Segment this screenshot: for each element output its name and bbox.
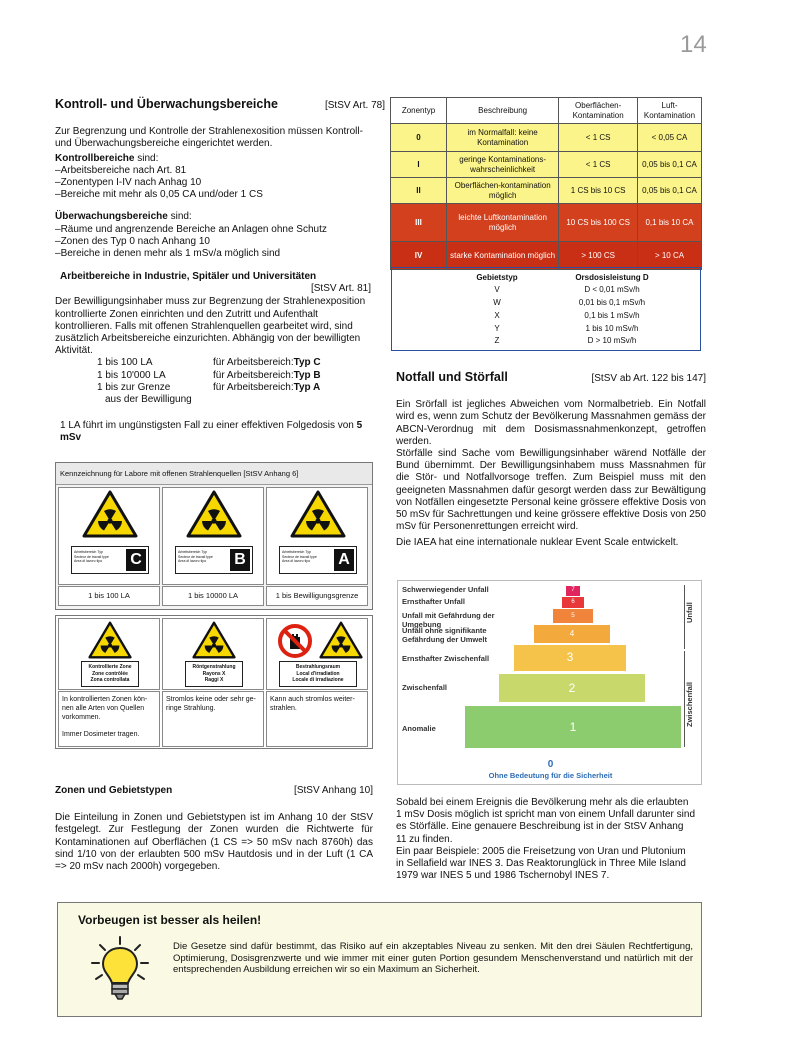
area-type-table	[452, 271, 682, 348]
ines-bar-level-1: 1	[465, 706, 681, 748]
lightbulb-icon	[88, 935, 152, 1003]
arbeit-row-extra: aus der Bewilligung	[105, 393, 192, 405]
kb-term: Kontrollbereiche	[55, 152, 135, 164]
lab-label-caption: 1 bis 100 LA	[58, 586, 160, 606]
type-letter: C	[126, 549, 146, 571]
zone-sign-cell	[162, 618, 264, 690]
ines-scale	[397, 580, 702, 785]
zone-table-header: Beschreibung	[447, 98, 559, 124]
zone-sign-label: Bestrahlungsraum Local d'irradiation Locale di irradiazione	[279, 661, 357, 687]
arbeit-row: 1 bis zur Grenze für Arbeitsbereich: Typ A	[97, 381, 321, 393]
tip-text: Die Gesetze sind dafür bestimmt, das Risiko auf ein akzeptables Niveau zu senken. Mit den drei Säulen Rechtfertigung, Optimierung, Dosisgrenzwerte und wie immer mit einer guten Portion gesundem Menschenverstand und natürlich mit der entsprechenden Ausbildung erreichen wir so ein Maximum an Sicherheit.	[173, 941, 693, 976]
ines-bar-level-6: 6	[562, 597, 584, 608]
sign-small-text: Secteur de travail type	[282, 554, 317, 559]
zonen-text: Die Einteilung in Zonen und Gebietstypen ist im Anhang 10 der StSV festgelegt. Zur Festlegung der Zonen wurden die Richtwerte für Kontaminationen auf Oberflächen (1 CS => 50 mSv nach 8760h) das sind 1/10 von der erlaubten 500 mSv Hautdosis und in der Luft (1 CA => 20 mSv nach 2000h) vorgegeben.	[55, 812, 373, 872]
sign-small-text: Secteur de travail type	[178, 554, 213, 559]
lab-labels-header: Kennzeichnung für Labore mit offenen Strahlenquellen [StSV Anhang 6]	[56, 463, 372, 485]
list-item: –Bereiche in denen mehr als 1 mSv/a möglich sind	[55, 247, 281, 259]
lab-label-cell	[162, 487, 264, 585]
table-row: W 0,01 bis 0,1 mSv/h	[493, 298, 646, 307]
ines-level-0: 0	[547, 759, 554, 770]
zone-sign-label: Röntgenstrahlung Rayons X Raggi X	[185, 661, 243, 687]
list-item: –Arbeitsbereiche nach Art. 81	[55, 164, 187, 176]
lab-labels-panel	[55, 462, 373, 610]
zone-sign-label: Kontrollierte Zone Zone contrôlée Zona controllata	[81, 661, 139, 687]
kontroll-ref: [StSV Art. 78]	[324, 100, 385, 111]
area-type-box	[391, 267, 701, 351]
arbeit-row: 1 bis 10'000 LA für Arbeitsbereich: Typ B	[97, 369, 321, 381]
radiation-warning-icon	[88, 621, 132, 659]
list-item: –Bereiche mit mehr als 0,05 CA und/oder 1 CS	[55, 189, 263, 201]
ub-list	[55, 224, 385, 261]
ines-bar-level-2: 2	[499, 674, 645, 702]
ines-bar-level-3: 3	[514, 645, 626, 671]
table-row: Z D > 10 mSv/h	[494, 336, 637, 346]
radiation-warning-icon	[82, 490, 138, 538]
radiation-warning-icon	[186, 490, 242, 538]
zone-sign-caption: Stromlos keine oder sehr ge- ringe Strahlung.	[162, 691, 264, 747]
table-row: II Oberflächen-kontamination möglich 1 CS bis 10 CS 0,05 bis 0,1 CA	[391, 178, 702, 204]
sign-small-text: Arbeitsbereich Typ	[74, 550, 103, 554]
lab-label-caption: 1 bis Bewilligungsgrenze	[266, 586, 368, 606]
notfall-p3: Die IAEA hat eine internationale nuklear Event Scale entwickelt.	[396, 537, 679, 549]
kontroll-intro: Zur Begrenzung und Kontrolle der Strahlenexosition müssen Kontroll- und Überwachungsbereiche eingerichtet werden.	[55, 126, 363, 150]
ines-label: Schwerwiegender Unfall	[402, 585, 489, 594]
table-row: I geringe Kontaminations-wahrscheinlichkeit < 1 CS 0,05 bis 0,1 CA	[391, 152, 702, 178]
arbeit-rows	[97, 357, 371, 406]
ines-label: Anomalie	[402, 724, 436, 733]
ines-side-zwischenfall: Zwischenfall	[685, 681, 694, 727]
zonen-section	[55, 785, 373, 873]
lab-label-caption: 1 bis 10000 LA	[162, 586, 264, 606]
notfall-p1: Ein Srörfall ist jegliches Abweichen vom Normalbetrieb. Ein Notfall wird es, wenn zum Schutz der Bevölkerung Massnahmen gemäss der ABCN-Verordnug mit dem Dosismassnahmenkonzept, getroffen werden.	[396, 399, 706, 447]
notfall-title: Notfall und Störfall	[396, 370, 508, 384]
type-letter: B	[230, 549, 250, 571]
table-row: X 0,1 bis 1 mSv/h	[494, 310, 640, 320]
ines-label: Unfall mit Gefährdung der Umgebung	[402, 611, 495, 629]
type-letter: A	[334, 549, 354, 571]
table-row: V D < 0,01 mSv/h	[494, 285, 640, 295]
sign-small-text: Area di lavoro tipo	[74, 559, 103, 564]
radiation-warning-icon	[319, 621, 363, 659]
type-sign	[71, 546, 149, 574]
ines-label: Ernsthafter Zwischenfall	[402, 654, 490, 663]
ines-level-0-label: Ohne Bedeutung für die Sicherheit	[488, 771, 613, 780]
arbeit-section	[55, 271, 371, 444]
table-row: III leichte Luftkontamination möglich 10 CS bis 100 CS 0,1 bis 10 CA	[391, 204, 702, 242]
type-sign	[175, 546, 253, 574]
kontroll-section	[55, 97, 385, 260]
tip-title: Vorbeugen ist besser als heilen!	[78, 913, 262, 927]
ines-label: Zwischenfall	[402, 683, 448, 692]
radiation-warning-icon	[290, 490, 346, 538]
no-entry-hand-icon	[277, 623, 313, 659]
sign-small-text: Area di lavoro tipo	[282, 559, 311, 564]
lab-label-cell	[266, 487, 368, 585]
la-note: 1 LA führt im ungünstigsten Fall zu einer effektiven Folgedosis von 5 mSv	[60, 420, 363, 444]
ines-label: Unfall ohne signifikante Gefährdung der Umwelt	[402, 626, 488, 644]
zone-signs-panel	[55, 615, 373, 749]
area-table-header: Gebietstyp	[476, 272, 518, 282]
ines-bar-level-4: 4	[534, 625, 610, 643]
notfall-p2: Störfälle sind Sache vom Bewilligungsinhaber wärend Notfälle der Bund übernimmt. Der Bewilligungsinhabem muss Massnahmen für die Stör- und Notfallvorsoge treffen. Zum Beispiel muss mit den geeigneten Massnahmen dafür gesorgt werden dass zur Bewältigung von Notfällen eingesetzte Personal keine grössere effektive Dosis von 50 mSv für Sachrettungen und keine grössere effektive Dosis von 250 mSv für Personenrettungen erreicht wird.	[396, 448, 706, 533]
ines-bar-level-7: 7	[566, 586, 580, 596]
zone-table-wrap	[390, 97, 702, 270]
after-ines-section	[396, 797, 696, 882]
zone-sign-cell	[266, 618, 368, 690]
ines-side-unfall: Unfall	[685, 602, 694, 623]
kb-list	[55, 165, 385, 202]
page-number: 14	[680, 31, 707, 58]
list-item: –Räume und angrenzende Bereiche an Anlagen ohne Schutz	[55, 223, 327, 235]
arbeit-title: Arbeitbereiche in Industrie, Spitäler und Universitäten	[60, 271, 317, 282]
radiation-warning-icon	[192, 621, 236, 659]
sign-small-text: Arbeitsbereich Typ	[282, 550, 311, 554]
after-ines-p1: Sobald bei einem Ereignis die Bevölkerung mehr als die erlaubten 1 mSv Dosis möglich ist spricht man von einem Unfall darunter sind es Störfälle. Eine genauere Beschreibung ist in der StSV Anhang 11 zu finden.	[396, 797, 696, 845]
zonen-title: Zonen und Gebietstypen	[55, 785, 173, 796]
after-ines-p2: Ein paar Beispiele: 2005 die Freisetzung von Uran und Plutonium in Sellafield war INES 3. Das Reaktorunglück in Three Mile Island 1979 war INES 5 und 1986 Tschernobyl INES 7.	[396, 845, 686, 882]
kontroll-title: Kontroll- und Überwachungsbereiche	[55, 97, 278, 111]
ub-term: Überwachungsbereiche	[55, 211, 168, 223]
table-row: IV starke Kontamination möglich > 100 CS > 10 CA	[391, 242, 702, 270]
list-item: –Zonentypen I-IV nach Anhag 10	[55, 177, 202, 188]
ub-suffix: sind:	[167, 211, 192, 223]
zone-table-header: Zonentyp	[391, 98, 447, 124]
zone-table-header: Oberflächen-Kontamination	[559, 98, 638, 124]
sign-small-text: Arbeitsbereich Typ	[178, 550, 207, 554]
sign-small-text: Secteur de travail type	[74, 554, 109, 559]
zone-sign-caption: Kann auch stromlos weiter- strahlen.	[266, 691, 368, 747]
notfall-section	[396, 370, 706, 550]
zone-sign-cell	[58, 618, 160, 690]
ines-label: Ernsthafter Unfall	[402, 597, 465, 606]
type-sign	[279, 546, 357, 574]
area-table-header: Orsdosisleistung D	[575, 272, 649, 282]
zone-table	[390, 97, 702, 270]
table-row: Y 1 bis 10 mSv/h	[494, 323, 639, 333]
kb-suffix: sind:	[134, 152, 159, 164]
zonen-ref: [StSV Anhang 10]	[294, 785, 373, 796]
tip-box	[57, 902, 702, 1017]
arbeit-row: 1 bis 100 LA für Arbeitsbereich: Typ C	[97, 357, 321, 369]
zone-table-header: Luft-Kontamination	[638, 98, 702, 124]
arbeit-ref: [StSV Art. 81]	[310, 283, 371, 295]
table-row: 0 im Normalfall: keine Kontamination < 1 CS < 0,05 CA	[391, 124, 702, 152]
arbeit-text: Der Bewilligungsinhaber muss zur Begrenzung der Strahlenexposition kontrollierte Zonen einrichten und den Zutritt und Aufenthalt kontrollieren. Falls mit offenen Strahlenquellen gearbeitet wird, sind zusätzlich Arbeitsbereiche einzurichten. Abhängig von der bewilligten Aktivität.	[55, 296, 366, 357]
list-item: –Zonen des Typ 0 nach Anhang 10	[55, 235, 210, 247]
ines-bar-level-5: 5	[553, 609, 593, 623]
zone-sign-caption: In kontrollierten Zonen kön- nen alle Arten von Quellen vorkommen. Immer Dosimeter tragen.	[58, 691, 160, 747]
sign-small-text: Area di lavoro tipo	[178, 559, 207, 564]
notfall-ref: [StSV ab Art. 122 bis 147]	[591, 373, 706, 384]
lab-label-cell	[58, 487, 160, 585]
